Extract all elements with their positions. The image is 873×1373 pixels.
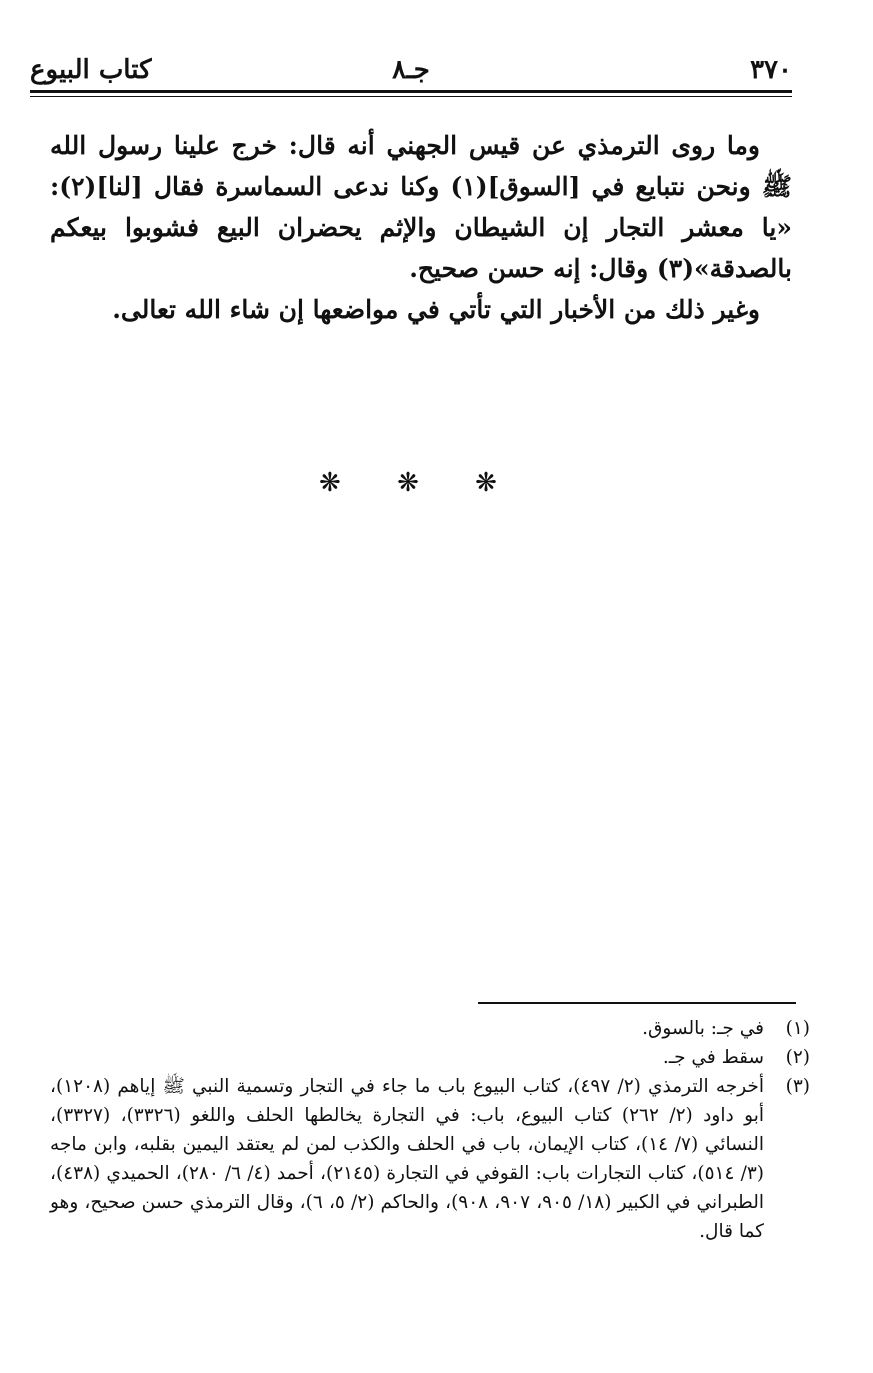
section-separator-stars: ❋ ❋ ❋ [319, 468, 521, 498]
footnote-rule [478, 1002, 796, 1004]
footnote-text: أخرجه الترمذي (٢/ ٤٩٧)، كتاب البيوع باب ما جاء في التجار وتسمية النبي ﷺ إياهم (١٢٠٨)، أبو داود (٢/ ٢٦٢) كتاب البيوع، باب: في التجارة يخالطها الحلف واللغو (٣٣٢٦)، (٣٣٢٧)، النسائي (٧/ ١٤)، كتاب الإيمان، باب في الحلف والكذب لمن لم يعتقد اليمين بقلبه، وابن ماجه (٣/ ٥١٤)، كتاب التجارات باب: القوفي في التجارة (٢١٤٥)، أحمد (٤/ ٦/ ٢٨٠)، الحميدي (٤٣٨)، الطبراني في الكبير (١٨/ ٩٠٥، ٩٠٧، ٩٠٨)، والحاكم (٢/ ٥، ٦)، وقال الترمذي حسن صحيح، وهو كما قال. [50, 1076, 764, 1242]
footnotes [50, 1014, 810, 1246]
volume-label: جـ٨ [392, 55, 430, 85]
paragraph-other-reports: وغير ذلك من الأخبار التي تأتي في مواضعها إن شاء الله تعالى. [112, 295, 760, 324]
paragraph-tirmidhi-hadith: وما روى الترمذي عن قيس الجهني أنه قال: خرج علينا رسول الله ﷺ ونحن نتبايع في [السوق](١) وكنا ندعى السماسرة فقال [لنا](٢): «يا معشر التجار إن الشيطان والإثم يحضران البيع فشوبوا بيعكم بالصدقة»(٣) وقال: إنه حسن صحيح. [50, 131, 792, 283]
main-text [50, 125, 792, 330]
footnote-3 [50, 1072, 810, 1246]
footnote-number: (٣) [785, 1076, 810, 1097]
page-number: ٣٧٠ [750, 55, 792, 85]
running-header [30, 52, 792, 88]
footnote-1 [50, 1014, 810, 1043]
footnote-text: في جـ: بالسوق. [642, 1018, 764, 1039]
footnote-2 [50, 1043, 810, 1072]
book-title: كتاب البيوع [30, 55, 152, 85]
footnote-text: سقط في جـ. [662, 1047, 764, 1068]
header-rule-thin [30, 96, 792, 97]
header-rule-thick [30, 90, 792, 93]
footnote-number: (٢) [785, 1047, 810, 1068]
footnote-number: (١) [785, 1018, 810, 1039]
